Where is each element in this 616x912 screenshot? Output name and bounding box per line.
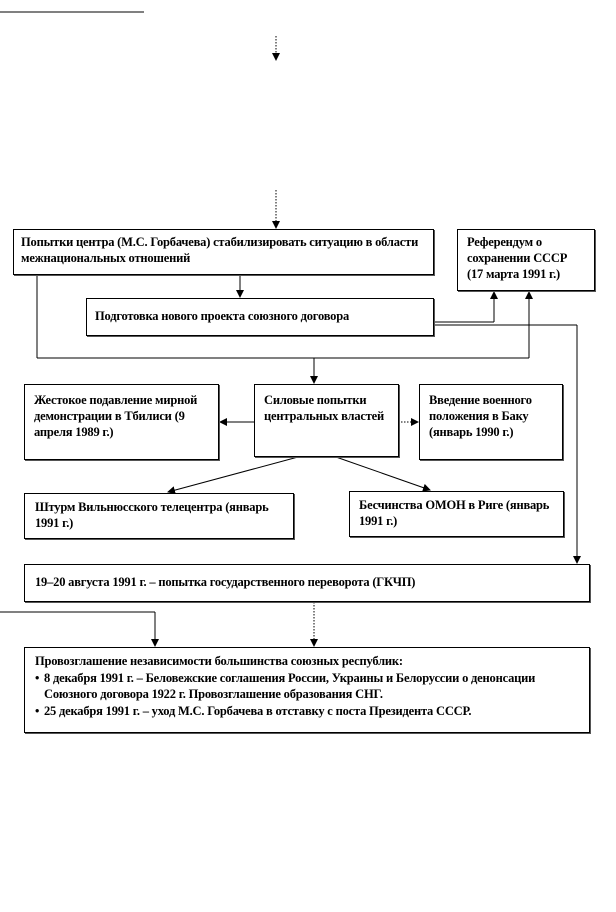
center-attempts-text: Попытки центра (М.С. Горбачева) стабилизировать ситуацию в области межнациональных отношений bbox=[21, 235, 419, 265]
vilnius-box bbox=[24, 493, 294, 539]
arrow-force-to-riga bbox=[336, 457, 430, 490]
arrow-force-to-vilnius bbox=[168, 457, 298, 492]
new-treaty-box bbox=[86, 298, 434, 336]
referendum-box bbox=[457, 229, 595, 291]
center-attempts-box bbox=[13, 229, 434, 275]
independence-item-resignation: • 25 декабря 1991 г. – уход М.С. Горбачева в отставку с поста Президента СССР. bbox=[35, 703, 579, 720]
referendum-text: Референдум о сохранении СССР (17 марта 1991 г.) bbox=[467, 235, 568, 281]
new-treaty-text: Подготовка нового проекта союзного договора bbox=[95, 309, 350, 323]
independence-heading: Провозглашение независимости большинства союзных республик: bbox=[35, 654, 403, 668]
coup-box bbox=[24, 564, 590, 602]
riga-text: Бесчинства ОМОН в Риге (январь 1991 г.) bbox=[359, 498, 550, 528]
baku-box bbox=[419, 384, 563, 460]
vilnius-text: Штурм Вильнюсского телецентра (январь 1991 г.) bbox=[35, 500, 269, 530]
tbilisi-text: Жестокое подавление мирной демонстрации в Тбилиси (9 апреля 1989 г.) bbox=[34, 393, 198, 439]
independence-box bbox=[24, 647, 590, 733]
force-attempts-text: Силовые попытки центральных властей bbox=[264, 393, 385, 423]
tbilisi-box bbox=[24, 384, 219, 460]
riga-box bbox=[349, 491, 564, 537]
coup-text: 19–20 августа 1991 г. – попытка государственного переворота (ГКЧП) bbox=[35, 575, 416, 589]
independence-item-belovezh: • 8 декабря 1991 г. – Беловежские соглашения России, Украины и Белоруссии о денонсации Союзного договора 1922 г. Провозглашение образования СНГ. bbox=[35, 670, 579, 703]
baku-text: Введение военного положения в Баку (январь 1990 г.) bbox=[429, 393, 532, 439]
force-attempts-box bbox=[254, 384, 399, 457]
independence-list bbox=[35, 670, 579, 720]
